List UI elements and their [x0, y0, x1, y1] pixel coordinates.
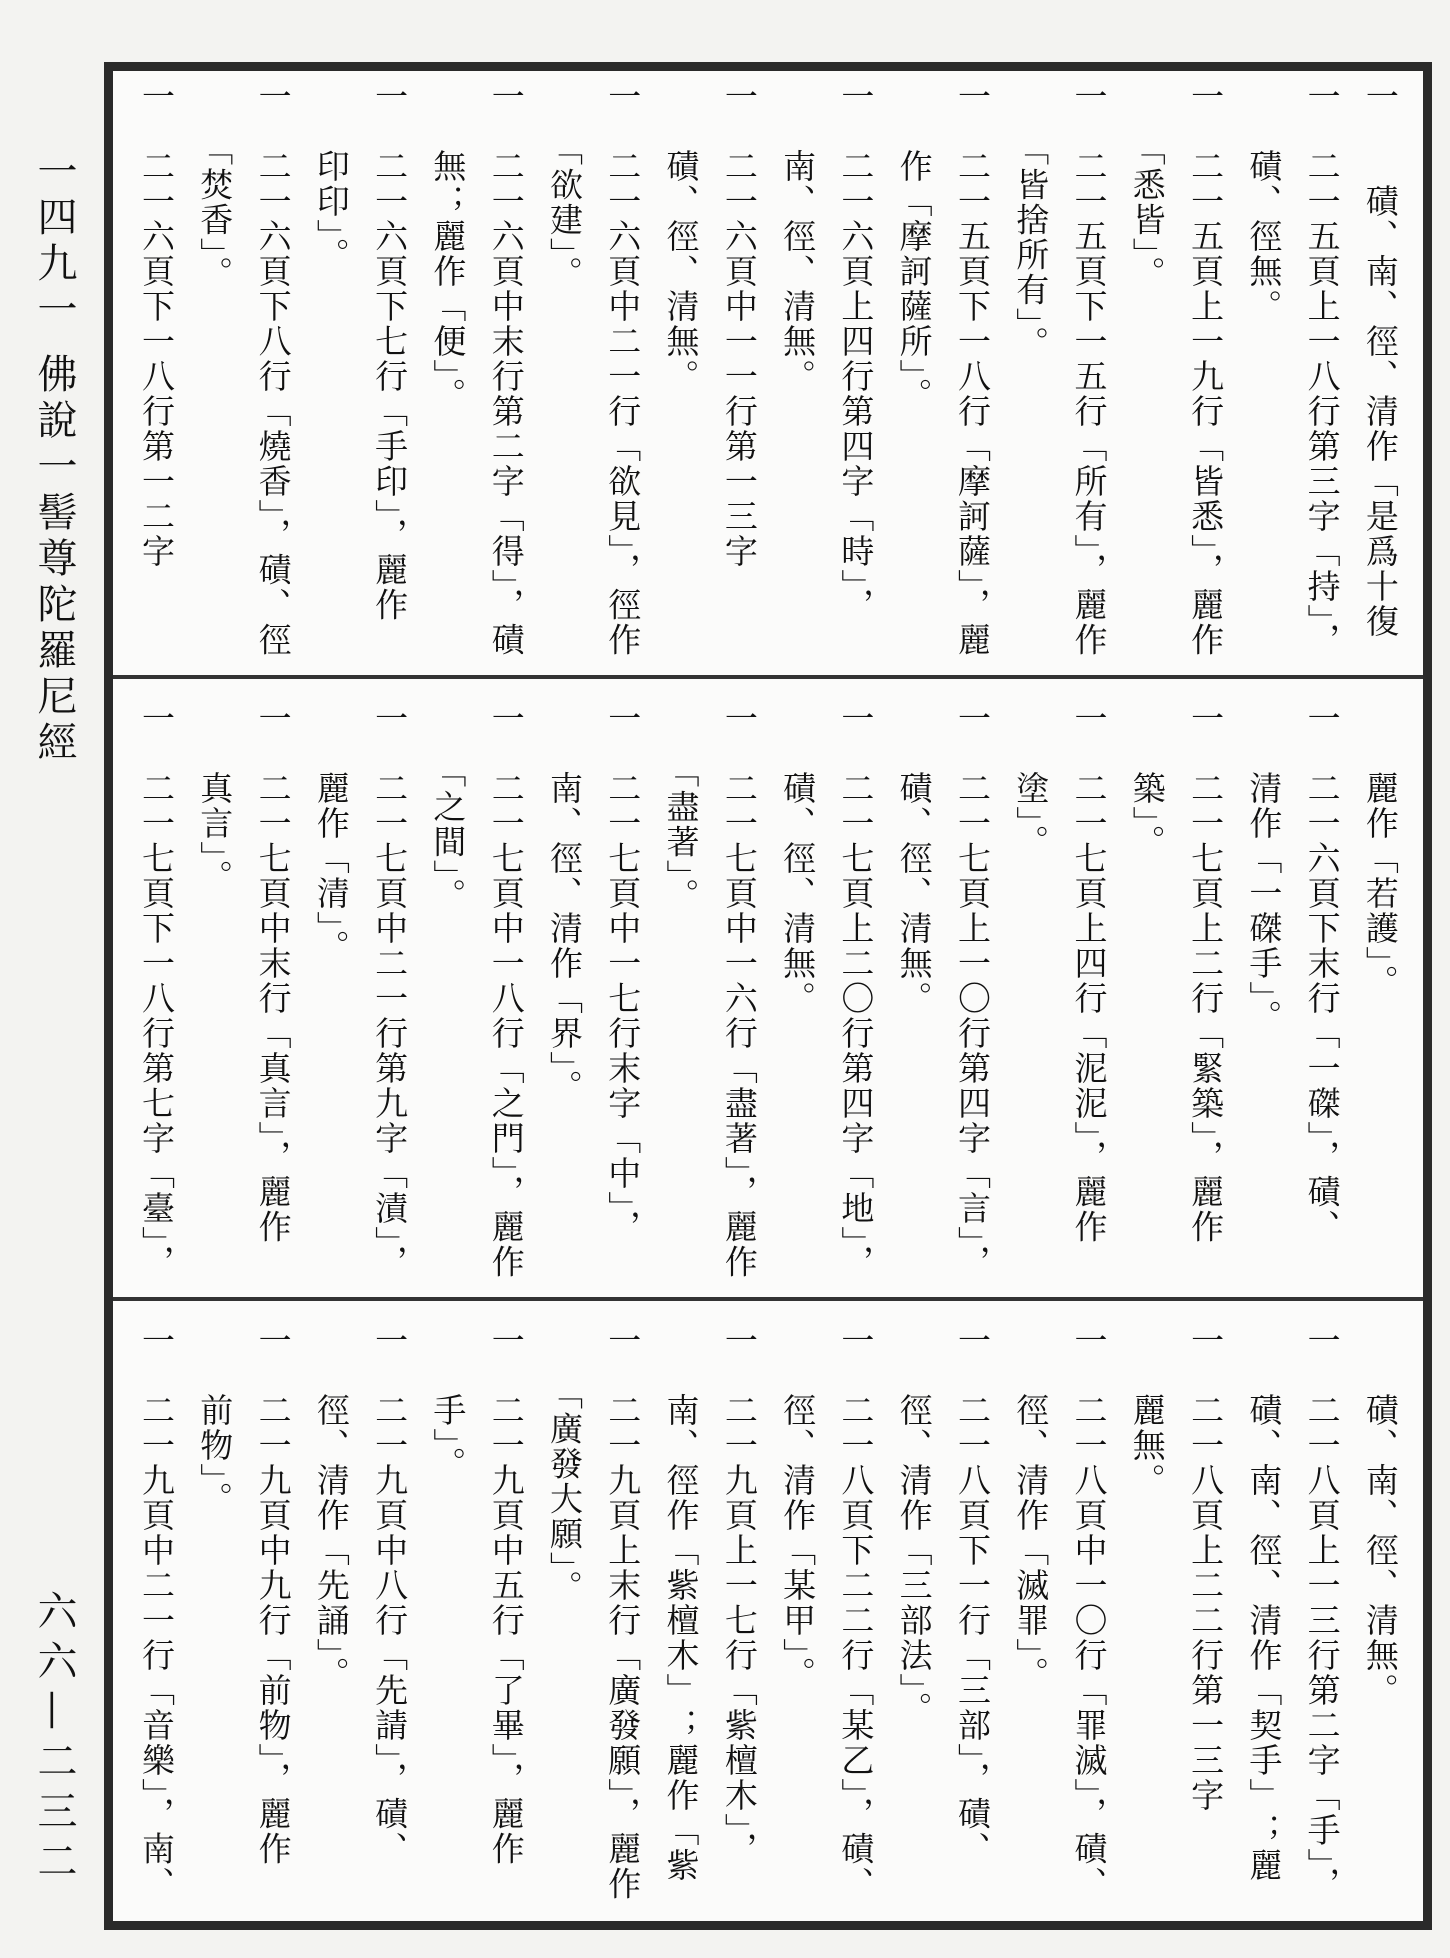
text-column: 印印」。: [311, 79, 351, 273]
text-column: 徑、清作「某甲」。: [778, 1323, 818, 1692]
text-column: 麗無。: [1127, 1323, 1167, 1498]
text-column: 南、徑、清無。: [778, 79, 818, 394]
text-column: 一 二一七頁中末行「真言」，麗作: [253, 701, 293, 1245]
text-column: 南、徑作「紫檀木」；麗作「紫: [661, 1393, 701, 1883]
text-column: 一 二一九頁上末行「廣發願」，麗作: [603, 1323, 643, 1902]
text-column: 一 二一七頁上二行「緊築」，麗作: [1186, 701, 1226, 1245]
text-column: 一 二一九頁中九行「前物」，麗作: [253, 1323, 293, 1867]
text-column: 一 二一七頁上一〇行第四字「言」，: [952, 701, 992, 1280]
text-column: 一 二一五頁下一八行「摩訶薩」，麗: [952, 79, 992, 658]
text-column: 徑、清作「三部法」。: [894, 1323, 934, 1727]
text-column: 「焚香」。: [195, 79, 235, 291]
page-frame: [104, 62, 1432, 1930]
text-column: 「悉皆」。: [1127, 79, 1167, 291]
text-column: 一 二一六頁中末行第二字「得」，磧: [486, 79, 526, 658]
text-column: 麗作「清」。: [311, 701, 351, 965]
text-column: 徑、清作「滅罪」。: [1011, 1323, 1051, 1692]
register-top: [113, 79, 1423, 659]
text-column: 無；麗作「便」。: [428, 79, 468, 413]
text-column: 一 二一六頁下一八行第一二字: [137, 79, 176, 569]
text-column: 一 二一六頁下末行「一磔」，磧、: [1302, 701, 1342, 1245]
text-column: 真言」。: [195, 701, 235, 895]
text-column: 一 二一九頁中八行「先請」，磧、: [370, 1323, 410, 1867]
text-column: 一 二一七頁下一八行第七字「臺」，: [137, 701, 176, 1280]
text-column: 一 二一八頁上二二行第一三字: [1186, 1323, 1226, 1813]
text-column: 一 二一七頁中一六行「盡著」，麗作: [719, 701, 759, 1280]
text-column: 築」。: [1127, 701, 1167, 860]
text-column: 一 二一八頁下二二行「某乙」，磧、: [836, 1323, 876, 1902]
text-column: 一 二一七頁中二一行第九字「漬」，: [370, 701, 410, 1280]
register-middle: [113, 701, 1423, 1281]
text-column: 清作「一磔手」。: [1244, 701, 1284, 1035]
text-column: 「皆捨所有」。: [1011, 79, 1051, 361]
text-column: 一 二一九頁上一七行「紫檀木」，: [719, 1323, 759, 1867]
text-column: 一 二一五頁上一八行第三字「持」，: [1302, 79, 1342, 658]
text-column: 麗作「若護」。: [1360, 701, 1400, 1000]
text-column: 磧、南、徑、清無。: [1360, 1323, 1400, 1708]
text-column: 手」。: [428, 1323, 468, 1482]
text-column: 一 二一七頁上二〇行第四字「地」，: [836, 701, 876, 1280]
text-column: 一 二一五頁下一五行「所有」，麗作: [1069, 79, 1109, 658]
text-column: 「之間」。: [428, 701, 468, 913]
text-column: 「盡著」。: [661, 701, 701, 913]
text-column: 磧、徑無。: [1244, 79, 1284, 324]
text-column: 一 二一六頁中一一行第一三字: [719, 79, 759, 569]
register-divider: [113, 675, 1423, 679]
text-column: 一 二一七頁中一七行末字「中」，: [603, 701, 643, 1245]
text-column: 磧、南、徑、清作「契手」；麗: [1244, 1393, 1284, 1883]
left-margin-title: 一四九一 佛說一髻尊陀羅尼經: [31, 150, 77, 767]
text-column: 一 二一八頁下一行「三部」，磧、: [952, 1323, 992, 1867]
text-column: 作「摩訶薩所」。: [894, 79, 934, 413]
text-column: 一 二一九頁中五行「了畢」，麗作: [486, 1323, 526, 1867]
text-column: 南、徑、清作「界」。: [544, 701, 584, 1105]
text-column: 前物」。: [195, 1323, 235, 1517]
register-divider: [113, 1297, 1423, 1301]
text-column: 一 二一七頁上四行「泥泥」，麗作: [1069, 701, 1109, 1245]
text-column: 「欲建」。: [544, 79, 584, 291]
text-column: 一 二一八頁中一〇行「罪滅」，磧、: [1069, 1323, 1109, 1902]
text-column: 一 二一八頁上一三行第二字「手」，: [1302, 1323, 1342, 1902]
text-column: 一 磧、南、徑、清作「是爲十復: [1360, 79, 1400, 639]
text-column: 磧、徑、清無。: [778, 701, 818, 1016]
register-bottom: [113, 1323, 1423, 1915]
text-column: 一 二一六頁中二一行「欲見」，徑作: [603, 79, 643, 658]
right-margin-page-number: 六六—二三二: [31, 1590, 77, 1890]
text-column: 塗」。: [1011, 701, 1051, 860]
text-column: 一 二一六頁下八行「燒香」，磧、徑: [253, 79, 293, 658]
text-column: 一 二一六頁下七行「手印」，麗作: [370, 79, 410, 623]
text-column: 一 二一六頁上四行第四字「時」，: [836, 79, 876, 623]
text-column: 磧、徑、清無。: [661, 79, 701, 394]
text-column: 一 二一九頁中二一行「音樂」，南、: [137, 1323, 176, 1902]
text-column: 徑、清作「先誦」。: [311, 1323, 351, 1692]
text-column: 一 二一七頁中一八行「之門」，麗作: [486, 701, 526, 1280]
text-column: 「廣發大願」。: [544, 1323, 584, 1605]
text-column: 一 二一五頁上一九行「皆悉」，麗作: [1186, 79, 1226, 658]
text-column: 磧、徑、清無。: [894, 701, 934, 1016]
